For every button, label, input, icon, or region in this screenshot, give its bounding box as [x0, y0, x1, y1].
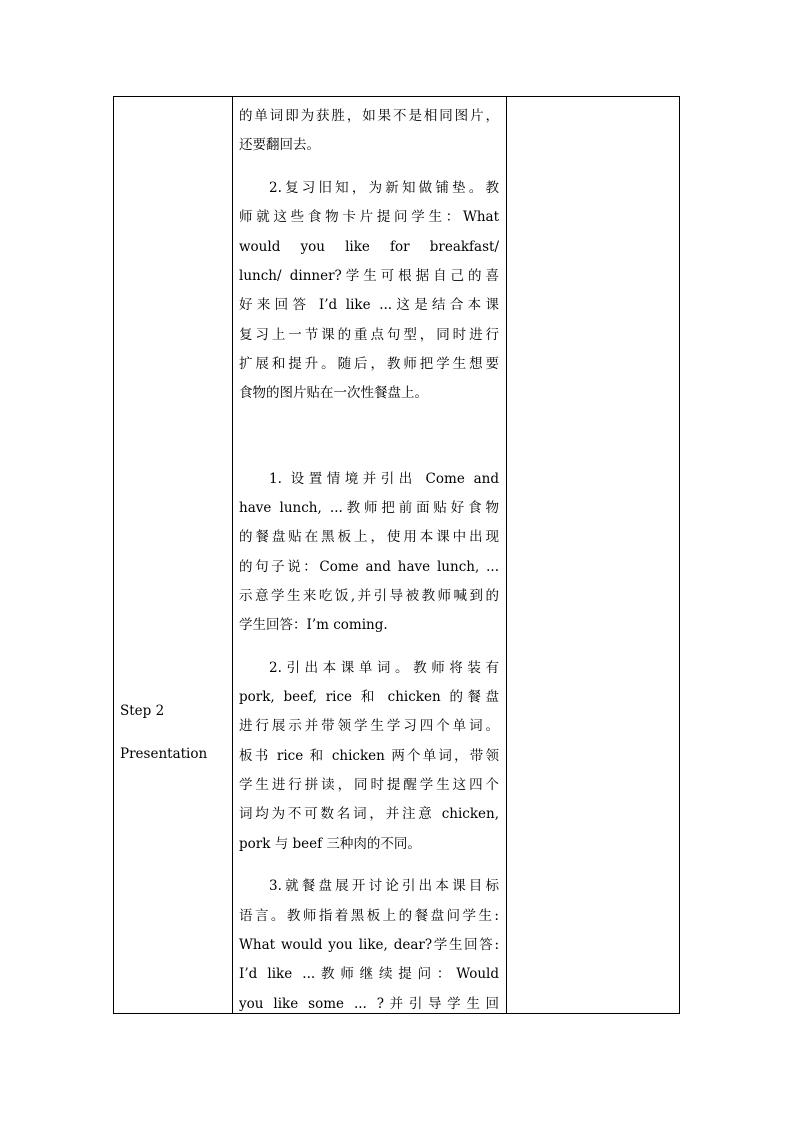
content-line: 3.就餐盘展开讨论引出本课目标 [269, 878, 499, 894]
content-line: pork, beef, rice 和 chicken 的餐盘 [239, 689, 499, 705]
step-cell [114, 97, 232, 1013]
step-title: Presentation [120, 746, 208, 762]
content-line: 复习上一节课的重点句型，同时进行 [239, 327, 499, 343]
content-line: 扩展和提升。随后，教师把学生想要 [239, 356, 499, 372]
content-line: would you like for breakfast/ [239, 239, 499, 255]
content-line: 2.复习旧知，为新知做铺垫。教 [269, 180, 499, 196]
content-line: 示意学生来吃饭,并引导被教师喊到的 [239, 588, 499, 604]
content-line: have lunch, ...教师把前面贴好食物 [239, 500, 499, 516]
content-line: pork 与 beef 三种肉的不同。 [239, 836, 421, 852]
content-line: 的单词即为获胜，如果不是相同图片， [239, 108, 499, 124]
notes-cell [507, 97, 679, 1013]
content-line: 1. 设置情境并引出 Come and [269, 471, 499, 487]
content-line: 板书 rice 和 chicken 两个单词，带领 [239, 748, 499, 764]
content-line: 的餐盘贴在黑板上，使用本课中出现 [239, 529, 499, 545]
content-line: 师就这些食物卡片提问学生：What [239, 209, 499, 225]
content-line: 进行展示并带领学生学习四个单词。 [239, 718, 499, 734]
content-line: 学生进行拼读，同时提醒学生这四个 [239, 777, 499, 793]
content-line: 的句子说：Come and have lunch, ... [239, 559, 499, 575]
lesson-plan-table [113, 96, 680, 1014]
content-line: 语言。教师指着黑板上的餐盘问学生: [239, 908, 499, 924]
content-line: 学生回答：I’m coming. [239, 617, 388, 633]
content-line: lunch/ dinner?学生可根据自己的喜 [239, 268, 499, 284]
content-line: I’d like ...教师继续提问：Would [239, 966, 499, 982]
column-divider [232, 97, 233, 1013]
content-line: 食物的图片贴在一次性餐盘上。 [239, 385, 428, 401]
content-line: 好来回答 I’d like ...这是结合本课 [239, 297, 499, 313]
content-line: 词均为不可数名词，并注意 chicken, [239, 806, 499, 822]
content-line: you like some ... ?并引导学生回 [239, 996, 499, 1012]
step-number: Step 2 [120, 703, 165, 719]
content-line: 2.引出本课单词。教师将装有 [269, 660, 499, 676]
content-line: 还要翻回去。 [239, 137, 320, 153]
content-line: What would you like, dear?学生回答: [239, 937, 499, 953]
